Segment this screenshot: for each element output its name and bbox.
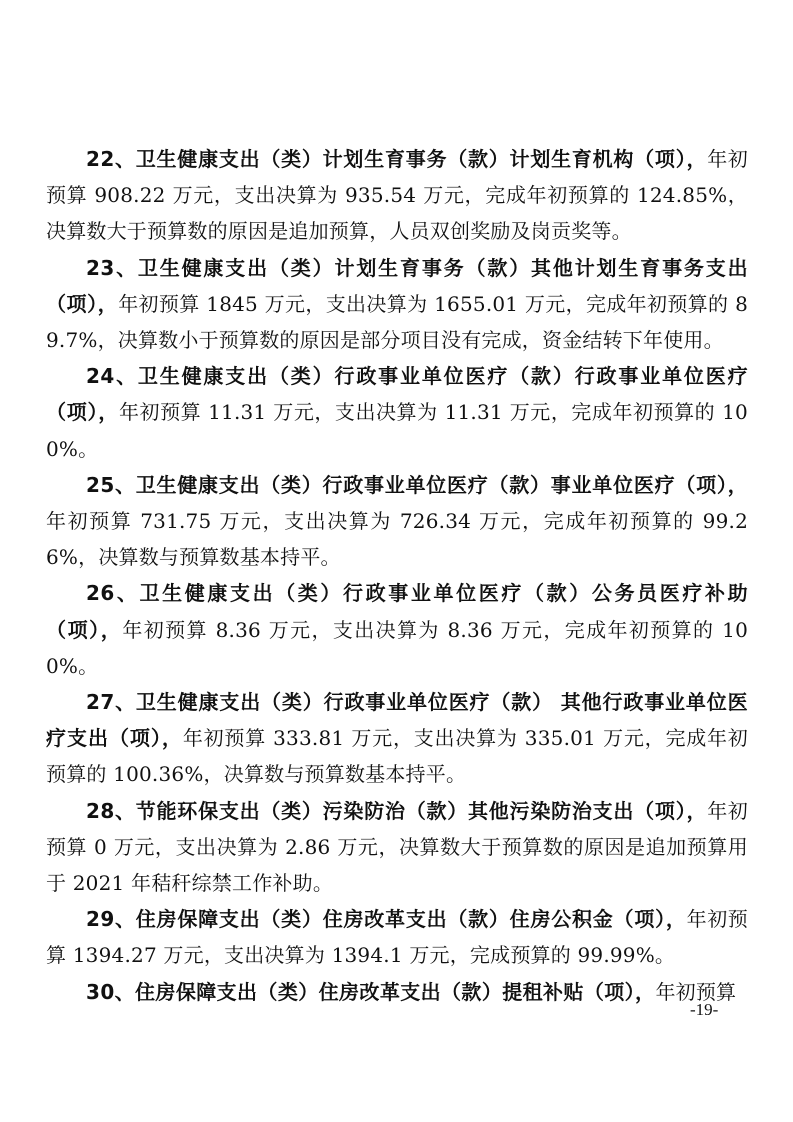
- paragraph-23: [46, 250, 748, 359]
- paragraph-30: [46, 974, 748, 1010]
- paragraph-27: [46, 684, 748, 793]
- paragraph-text: 年初预算 908.22 万元，支出决算为 935.54 万元，完成年初预算的 124.85%，决算数大于预算数的原因是追加预算，人员双创奖励及岗贡奖等。: [46, 147, 749, 244]
- paragraph-text: 年初预算 11.31 万元，支出决算为 11.31 万元，完成年初预算的 100%。: [46, 400, 748, 461]
- document-body: [46, 141, 748, 1010]
- paragraph-heading: 28、节能环保支出（类）污染防治（款）其他污染防治支出（项），: [86, 798, 708, 823]
- paragraph-heading: 24、卫生健康支出（类）行政事业单位医疗（款）行政事业单位医疗（项），: [46, 364, 748, 425]
- paragraph-26: [46, 575, 748, 684]
- paragraph-heading: 30、住房保障支出（类）住房改革支出（款）提租补贴（项），: [86, 979, 656, 1004]
- paragraph-heading: 22、卫生健康支出（类）计划生育事务（款）计划生育机构（项），: [86, 147, 708, 171]
- paragraph-text: 年初预算: [655, 979, 737, 1004]
- paragraph-24: [46, 358, 748, 467]
- paragraph-heading: 29、住房保障支出（类）住房改革支出（款）住房公积金（项），: [86, 907, 687, 932]
- paragraph-heading: 26、卫生健康支出（类）行政事业单位医疗（款）公务员医疗补助（项），: [46, 581, 748, 642]
- paragraph-heading: 27、卫生健康支出（类）行政事业单位医疗（款） 其他行政事业单位医疗支出（项），: [46, 690, 748, 751]
- paragraph-25: [46, 467, 748, 576]
- paragraph-heading: 25、卫生健康支出（类）行政事业单位医疗（款）事业单位医疗（项），: [86, 472, 748, 497]
- paragraph-text: 年初预算 731.75 万元，支出决算为 726.34 万元，完成年初预算的 99.26%，决算数与预算数基本持平。: [46, 509, 748, 570]
- paragraph-text: 年初预算 333.81 万元，支出决算为 335.01 万元，完成年初预算的 100.36%，决算数与预算数基本持平。: [46, 726, 748, 787]
- paragraph-text: 年初预算 1394.27 万元，支出决算为 1394.1 万元，完成预算的 99.99%。: [46, 907, 748, 968]
- paragraph-22: [46, 141, 748, 250]
- paragraph-28: [46, 793, 748, 902]
- paragraph-text: 年初预算 1845 万元，支出决算为 1655.01 万元，完成年初预算的 89.7%，决算数小于预算数的原因是部分项目没有完成，资金结转下年使用。: [46, 291, 748, 353]
- paragraph-heading: 23、卫生健康支出（类）计划生育事务（款）其他计划生育事务支出（项），: [46, 255, 748, 316]
- paragraph-29: [46, 901, 748, 973]
- page-number: -19-: [690, 1000, 719, 1019]
- paragraph-text: 年初预算 0 万元，支出决算为 2.86 万元，决算数大于预算数的原因是追加预算用于 2021 年秸秆综禁工作补助。: [46, 798, 749, 896]
- paragraph-text: 年初预算 8.36 万元，支出决算为 8.36 万元，完成年初预算的 100%。: [46, 617, 748, 678]
